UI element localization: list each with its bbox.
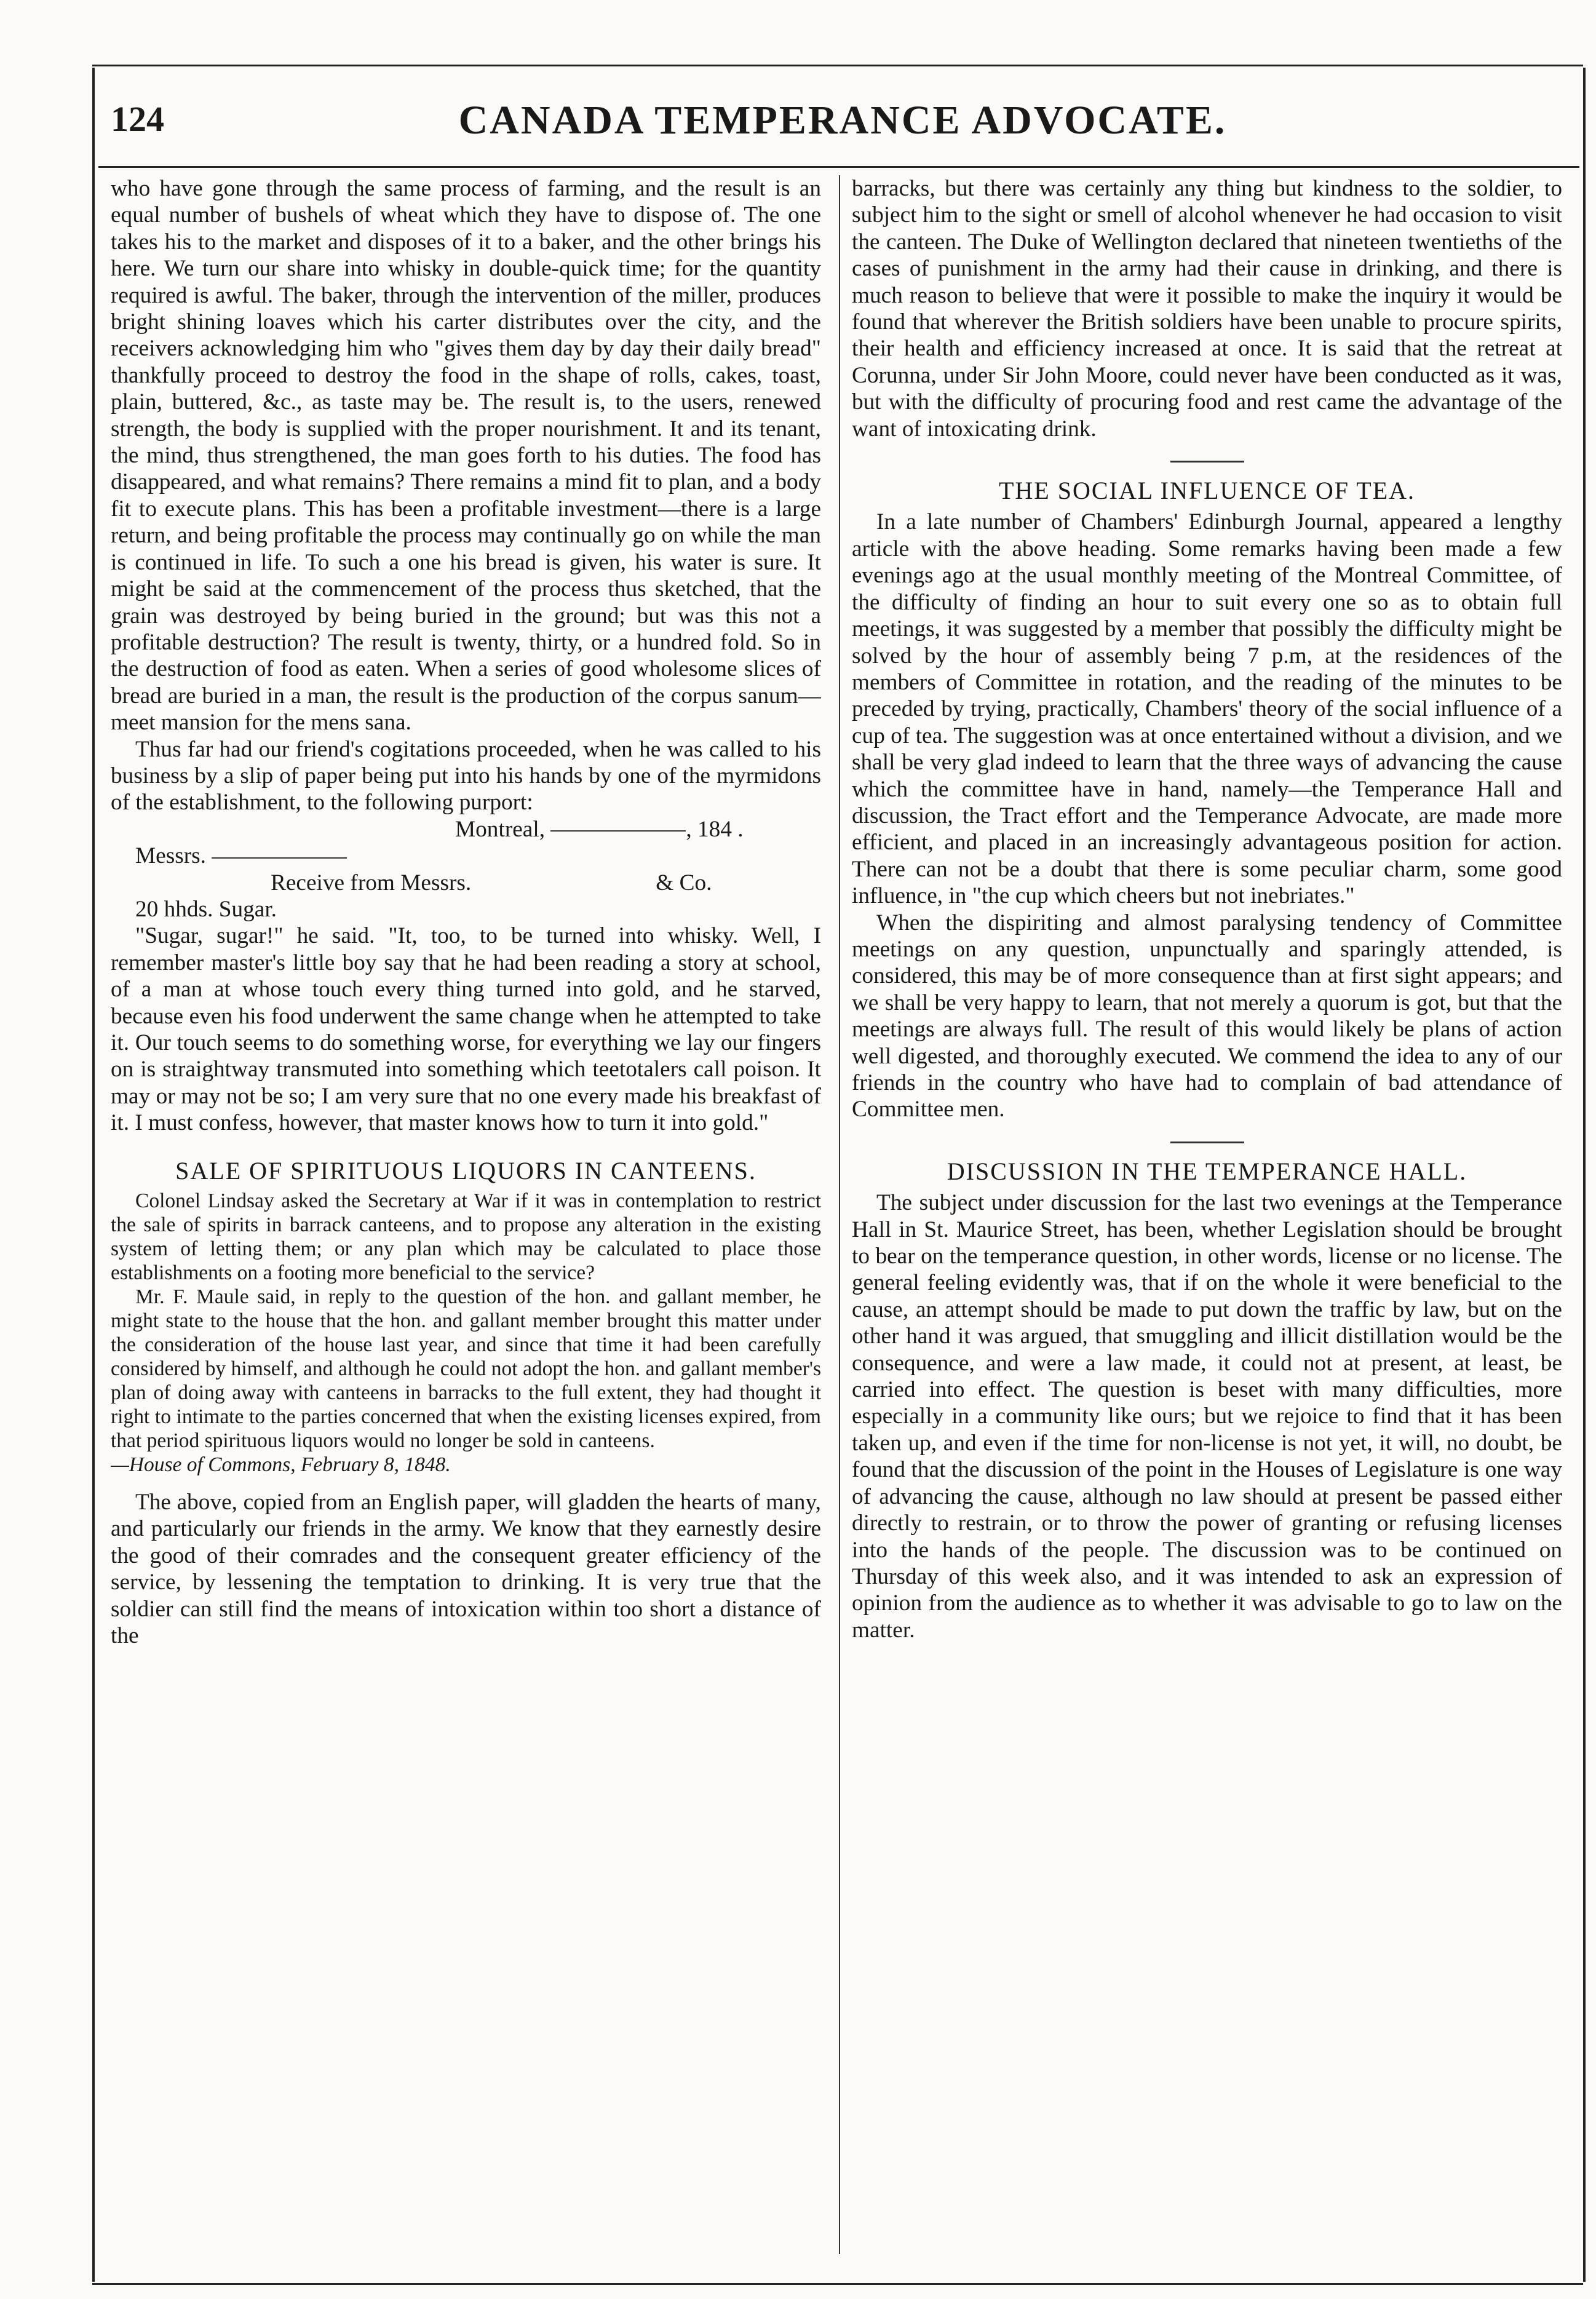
left-column (111, 175, 821, 2254)
article-paragraph: Thus far had our friend's cogitations proceeded, when he was called to his business by a slip of paper being put into his hands by one of the myrmidons of the establishment, to the following purport: (111, 736, 821, 816)
top-border (92, 65, 1583, 66)
article-paragraph: When the dispiriting and almost paralysing tendency of Committee meetings on any question, unpunctually and sparingly attended, is considered, this may be of more consequence than at first sight appears; and we shall be very happy to learn, that not merely a quorum is got, but that the meetings are always full. The result of this would likely be plans of action well digested, and thoroughly executed. We commend the idea to any of our friends in the country who have had to complain of bad attendance of Committee men. (852, 910, 1562, 1122)
section-heading-canteens: SALE OF SPIRITUOUS LIQUORS IN CANTEENS. (175, 1156, 756, 1185)
article-paragraph: The above, copied from an English paper, will gladden the hearts of many, and particularly our friends in the army. We know that they earnestly desire the good of their comrades and the consequent greater efficiency of the service, by lessening the temptation to drinking. It is very true that the soldier can still find the means of intoxication within too short a distance of the (111, 1490, 821, 1649)
memo-receive-line (111, 870, 821, 896)
memo-year: , 184 . (686, 816, 744, 842)
article-paragraph: The subject under discussion for the last two evenings at the Temperance Hall in St. Maurice Street, has been, whether Legislation should be brought to bear on the temperance question, in other words, license or no license. The general feeling evidently was, that if on the whole it were beneficial to the cause, an attempt should be made to put down the traffic by law, but on the other hand it was argued, that smuggling and illicit distillation would be the consequence, and were a law made, it could not at present, at least, be carried into effect. The question is beset with many difficulties, more especially in a community like ours; but we rejoice to find that it has been taken up, and even if the time for non-license is not yet, it will, no doubt, be found that the discussion of the point in the Houses of Legislature is one way of advancing the cause, although no law should at present be passed either directly to restrain, or to throw the power of granting or refusing licenses into the hands of the people. The discussion was to be continued on Thursday of this week also, and it was intended to ask an expression of opinion from the audience as to whether it was advisable to go to law on the matter. (852, 1190, 1562, 1643)
bottom-border (92, 2283, 1583, 2285)
section-rule (1170, 1142, 1244, 1143)
section-heading-discussion: DISCUSSION IN THE TEMPERANCE HALL. (947, 1157, 1467, 1185)
page-number: 124 (111, 99, 164, 139)
article-paragraph: In a late number of Chambers' Edinburgh Journal, appeared a lengthy article with the above heading. Some remarks having been made a few evenings ago at the usual monthly meeting of the Montreal Committee, of the difficulty of finding an hour to suit every one so as to obtain full meetings, it was suggested by a member that possibly the difficulty might be solved by the hour of assembly being 7 p.m, at the residences of the members of Committee in rotation, and the reading of the minutes to be preceded by trying, practically, Chambers' theory of the social influence of a cup of tea. The suggestion was at once entertained without a division, and we shall be very glad indeed to learn that the three ways of advancing the cause which the committee have in hand, namely—the Temperance Hall and discussion, the Tract effort and the Temperance Advocate, are made more efficient, and placed in an increasingly advantageous position for action. There can not be a doubt that there is some peculiar charm, some good influence, in "the cup which cheers but not inebriates." (852, 509, 1562, 909)
memo-blank (550, 830, 686, 832)
article-paragraph: Colonel Lindsay asked the Secretary at War if it was in contemplation to restrict the sale of spirits in barrack canteens, and to propose any alteration in the existing system of letting them; or any plan which may be calculated to place those establishments on a footing more beneficial to the service? (111, 1189, 821, 1285)
memo-sugar: 20 hhds. Sugar. (135, 896, 277, 922)
article-paragraph: who have gone through the same process of farming, and the result is an equal number of bushels of wheat which they have to dispose of. The one takes his to the market and disposes of it to a baker, and the other brings his here. We turn our share into whisky in double-quick time; for the quantity required is awful. The baker, through the intervention of the miller, produces bright shining loaves which his carter distributes over the city, and the receivers acknowledging him who "gives them day by day their daily bread" thankfully proceed to destroy the food in the shape of rolls, cakes, toast, plain, buttered, &c., as taste may be. The result is, to the users, renewed strength, the body is supplied with the proper nourishment. It and its tenant, the mind, thus strengthened, the man goes forth to his duties. The food has disappeared, and what remains? There remains a mind fit to plan, and a body fit to execute plans. This has been a profitable investment—there is a large return, and being profitable the process may continually go on while the man is continued in life. To such a one his bread is given, his water is sure. It might be said at the commencement of the process thus sketched, that the grain was destroyed by being buried in the ground; but was this not a profitable destruction? The result is twenty, thirty, or a hundred fold. So in the destruction of food as eaten. When a series of good wholesome slices of bread are buried in a man, the result is the production of the corpus sanum—meet mansion for the mens sana. (111, 176, 821, 736)
article-paragraph: barracks, but there was certainly any thing but kindness to the soldier, to subject him to the sight or smell of alcohol whenever he had occasion to visit the canteen. The Duke of Wellington declared that nineteen twentieths of the cases of punishment in the army had their cause in drinking, and there is much reason to believe that were it possible to make the inquiry it would be found that wherever the British soldiers have been unable to procure spirits, their health and efficiency increased at once. It is said that the retreat at Corunna, under Sir John Moore, could never have been conducted as it was, but with the difficulty of procuring food and rest came the advantage of the want of intoxicating drink. (852, 176, 1562, 442)
memo-blank (212, 857, 347, 859)
header-rule (98, 166, 1579, 168)
right-column (852, 175, 1562, 2254)
memo-place: Montreal, (455, 816, 546, 842)
memo-place-line (111, 816, 821, 843)
memo-messrs-line (111, 843, 821, 869)
section-rule (1170, 461, 1244, 463)
memo-co: & Co. (656, 870, 712, 895)
section-heading-tea: THE SOCIAL INFLUENCE OF TEA. (998, 477, 1416, 505)
page-header (111, 92, 1574, 160)
source-citation: —House of Commons, February 8, 1848. (111, 1453, 451, 1477)
article-paragraph: "Sugar, sugar!" he said. "It, too, to be turned into whisky. Well, I remember master's little boy say that he had been reading a story at school, of a man at whose touch every thing turned into gold, and he starved, because even his food underwent the same change when he attempted to take it. Our touch seems to do something worse, for everything we lay our fingers on is straightway transmuted into something which teetotalers call poison. It may or may not be so; I am very sure that no one every made his breakfast of it. I must confess, however, that master knows how to turn it into gold." (111, 923, 821, 1136)
column-divider (839, 175, 840, 2254)
memo (111, 816, 821, 923)
article-paragraph: Mr. F. Maule said, in reply to the question of the hon. and gallant member, he might state to the house that the hon. and gallant member brought this matter under the consideration of the house last year, and since that time it had been carefully considered by himself, and although he could not adopt the hon. and gallant member's plan of doing away with canteens in barracks to the full extent, they had thought it right to intimate to the parties concerned that when the existing licenses expired, from that period spirituous liquors would no longer be sold in canteens. (111, 1285, 821, 1453)
memo-messrs: Messrs. (135, 843, 207, 869)
memo-receive: Receive from Messrs. (271, 870, 472, 895)
journal-title: CANADA TEMPERANCE ADVOCATE. (458, 98, 1227, 143)
